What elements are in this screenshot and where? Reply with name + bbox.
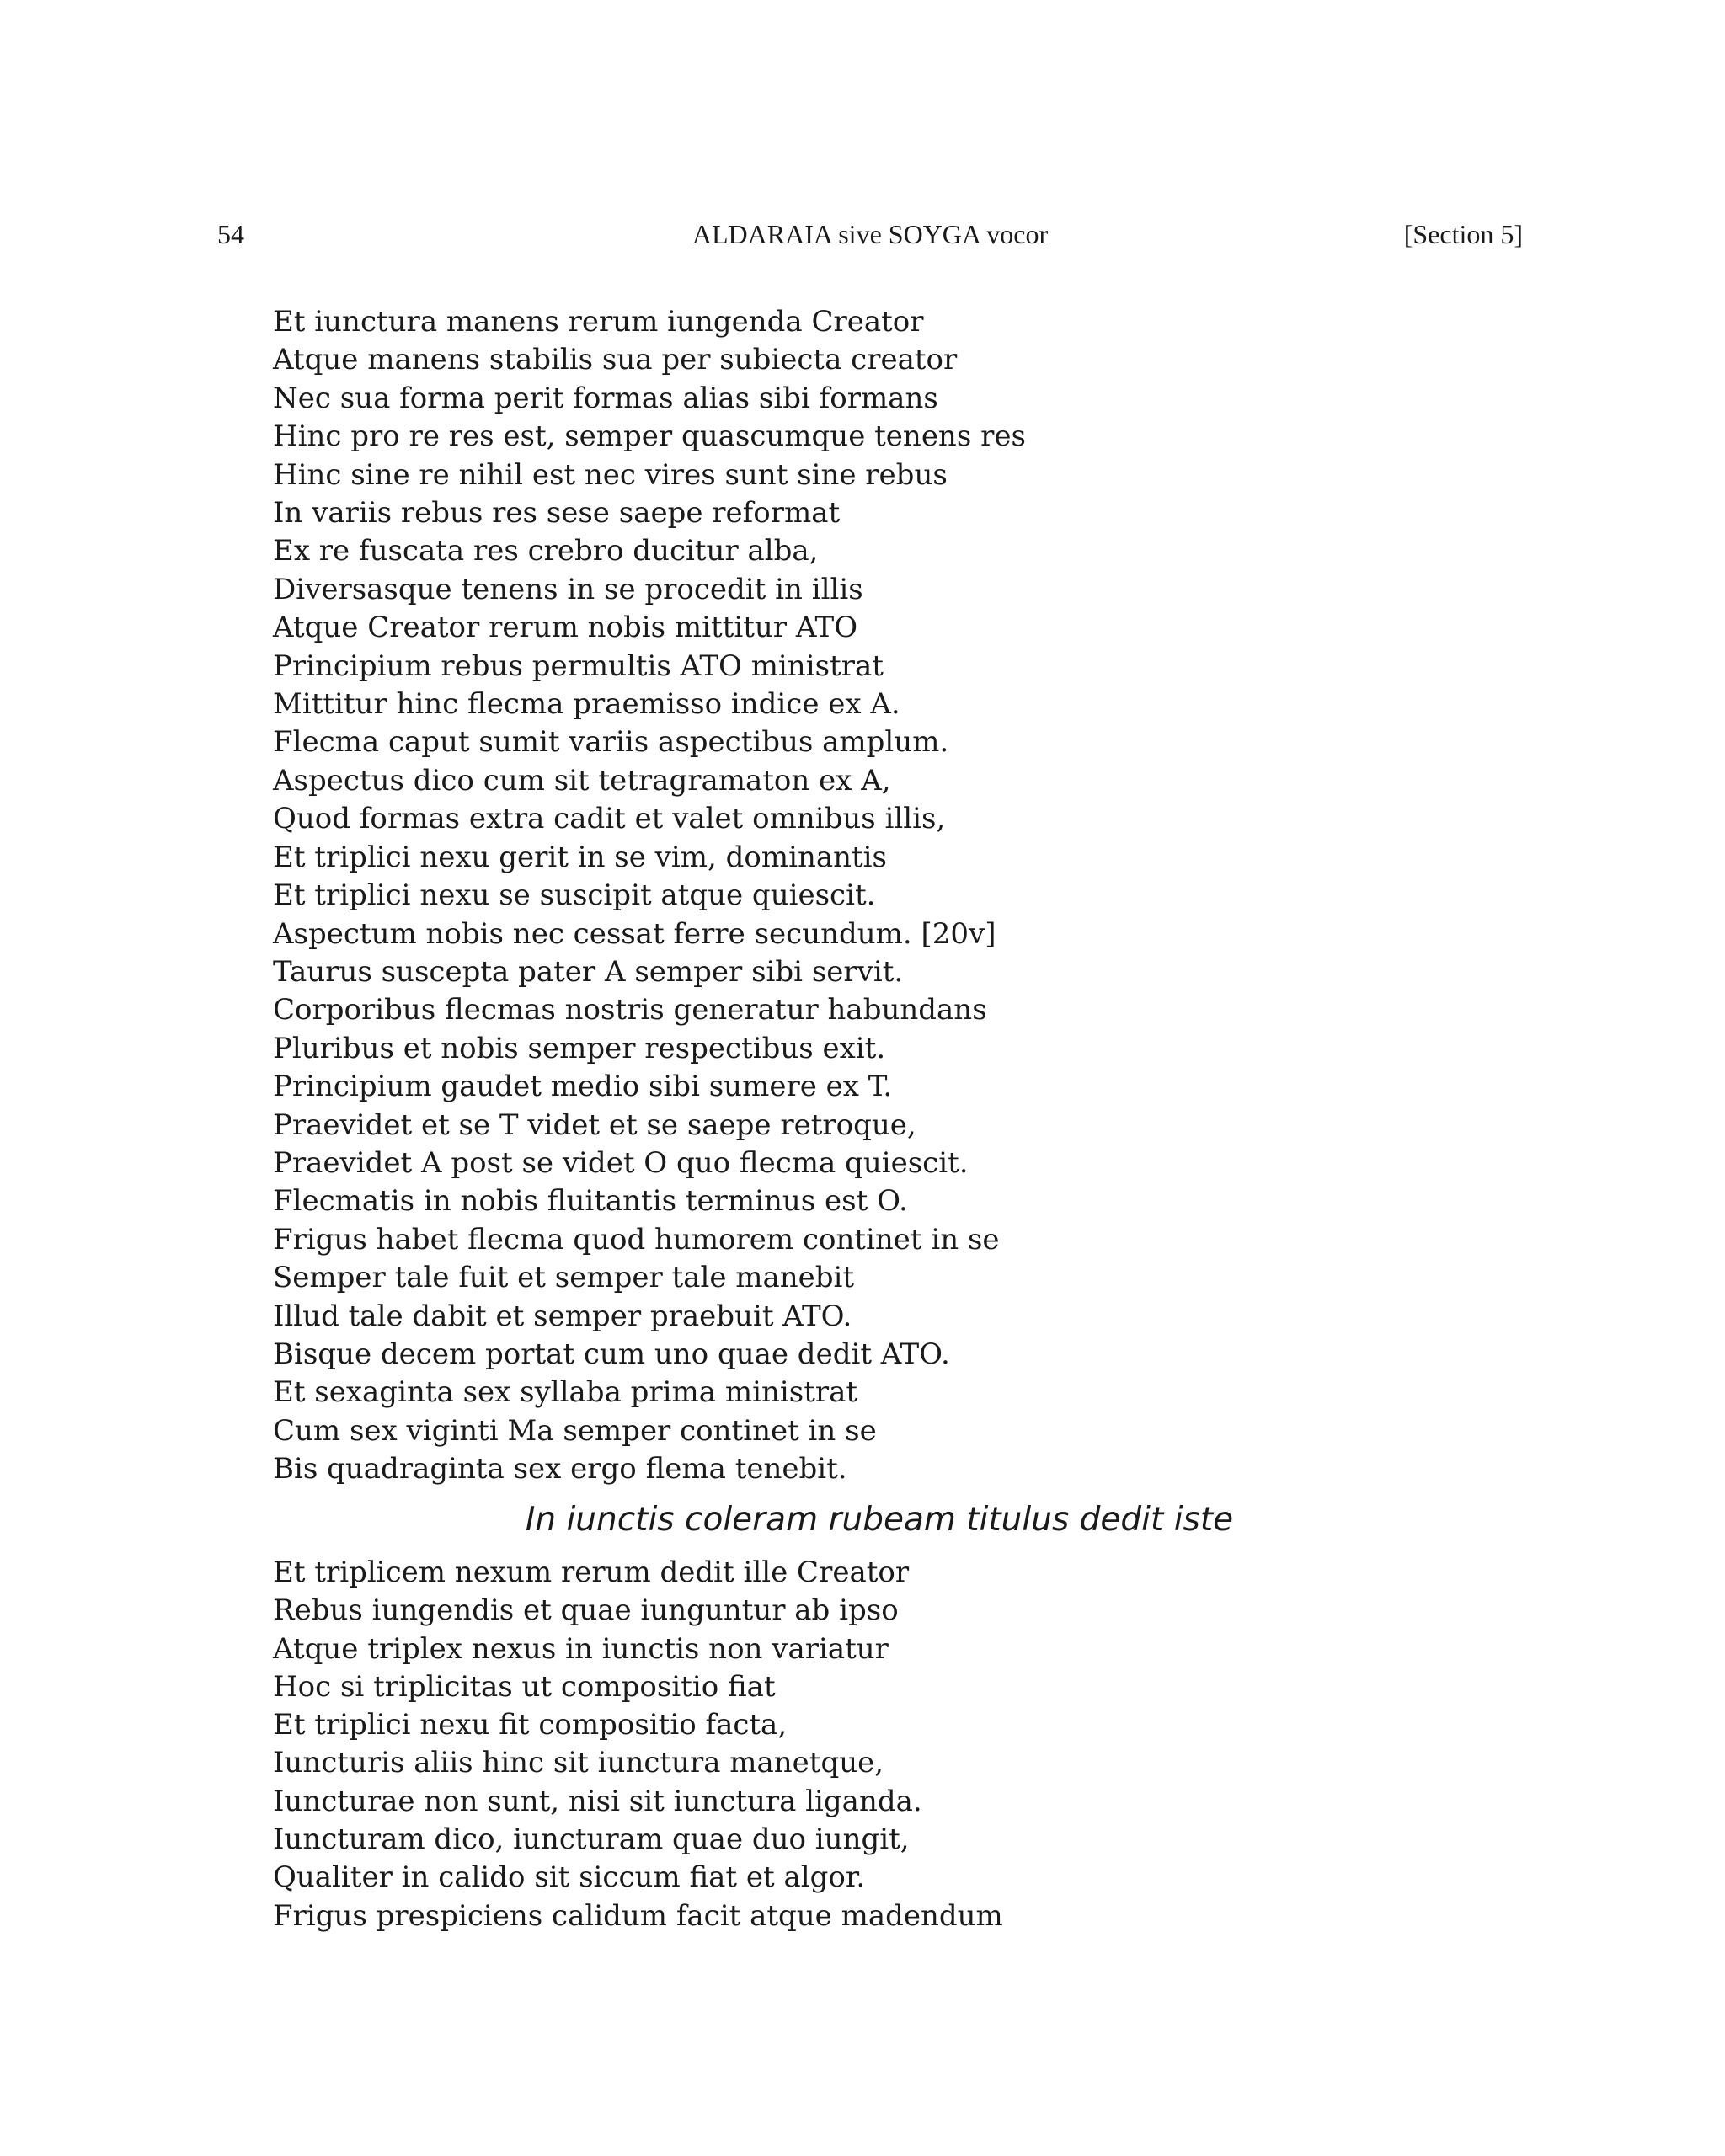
- verse-line: Atque Creator rerum nobis mittitur ATO: [273, 611, 858, 645]
- page-header: [217, 216, 1523, 253]
- verse-line: Iuncturis aliis hinc sit iunctura manetque,: [273, 1746, 884, 1780]
- verse-line: Quod formas extra cadit et valet omnibus illis,: [273, 802, 946, 836]
- verse-line: Iuncturae non sunt, nisi sit iunctura liganda.: [273, 1784, 922, 1818]
- section-subheading: In iunctis coleram rubeam titulus dedit iste: [525, 1501, 1234, 1539]
- verse-line: Praevidet A post se videt O quo flecma quiescit.: [273, 1145, 969, 1180]
- verse-line: Et triplicem nexum rerum dedit ille Creator: [273, 1556, 910, 1589]
- verse-line: Et triplici nexu fit compositio facta,: [273, 1708, 788, 1742]
- verse-line: Atque manens stabilis sua per subiecta creator: [273, 343, 958, 377]
- verse-line: Hinc sine re nihil est nec vires sunt sine rebus: [273, 457, 948, 492]
- verse-line: Frigus habet flecma quod humorem continet in se: [273, 1222, 1000, 1257]
- verse-line: Et iunctura manens rerum iungenda Creator: [273, 305, 924, 339]
- verse-line: Flecmatis in nobis fluitantis terminus est O.: [273, 1184, 908, 1219]
- verse-line: Qualiter in calido sit siccum fiat et algor.: [273, 1860, 866, 1895]
- verse-line: Iuncturam dico, iuncturam quae duo iungit,: [273, 1822, 910, 1857]
- verse-line: Hinc pro re res est, semper quascumque tenens res: [273, 419, 1026, 454]
- verse-line: Principium rebus permultis ATO ministrat: [273, 648, 884, 683]
- verse-line: Nec sua forma perit formas alias sibi formans: [273, 381, 938, 415]
- verse-line: Frigus prespiciens calidum facit atque madendum: [273, 1898, 1003, 1933]
- verse-line: Et triplici nexu gerit in se vim, dominantis: [273, 840, 887, 874]
- verse-line: Aspectum nobis nec cessat ferre secundum. [20v]: [273, 916, 996, 951]
- verse-line: Pluribus et nobis semper respectibus exit.: [273, 1031, 886, 1065]
- verse-line: Bisque decem portat cum uno quae dedit ATO.: [273, 1337, 950, 1371]
- verse-line: In variis rebus res sese saepe reformat: [273, 496, 841, 531]
- verse-line: Flecma caput sumit variis aspectibus amplum.: [273, 725, 949, 760]
- verse-stanza-2: [273, 1554, 1003, 1935]
- verse-line: Semper tale fuit et semper tale manebit: [273, 1261, 855, 1295]
- running-title: ALDARAIA sive SOYGA vocor: [692, 219, 1049, 249]
- verse-line: Corporibus flecmas nostris generatur habundans: [273, 993, 987, 1027]
- section-label: [Section 5]: [1403, 219, 1523, 249]
- verse-line: Et sexaginta sex syllaba prima ministrat: [273, 1375, 858, 1410]
- verse-line: Cum sex viginti Ma semper continet in se: [273, 1413, 877, 1448]
- verse-line: Hoc si triplicitas ut compositio fiat: [273, 1669, 776, 1704]
- verse-line: Bis quadraginta sex ergo flema tenebit.: [273, 1452, 847, 1486]
- verse-line: Et triplici nexu se suscipit atque quiescit.: [273, 878, 876, 913]
- verse-line: Diversasque tenens in se procedit in illis: [273, 572, 863, 606]
- page-number: 54: [217, 219, 244, 249]
- verse-line: Illud tale dabit et semper praebuit ATO.: [273, 1299, 852, 1333]
- verse-line: Atque triplex nexus in iunctis non variatur: [273, 1631, 889, 1666]
- verse-line: Taurus suscepta pater A semper sibi servit.: [273, 954, 904, 989]
- verse-stanza-1: [273, 303, 1026, 1489]
- verse-line: Mittitur hinc flecma praemisso indice ex A.: [273, 687, 900, 722]
- verse-line: Rebus iungendis et quae iunguntur ab ipso: [273, 1593, 899, 1628]
- verse-line: Aspectus dico cum sit tetragramaton ex A,: [273, 763, 891, 798]
- verse-line: Principium gaudet medio sibi sumere ex T.: [273, 1070, 893, 1104]
- verse-line: Ex re fuscata res crebro ducitur alba,: [273, 534, 819, 568]
- verse-line: Praevidet et se T videt et se saepe retroque,: [273, 1107, 916, 1142]
